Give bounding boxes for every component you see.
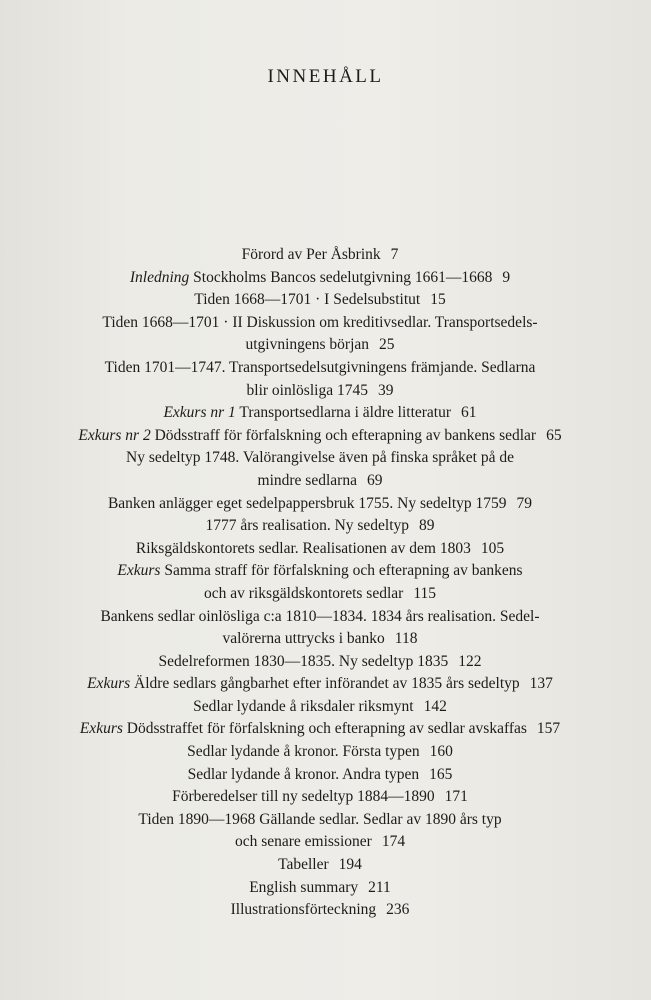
toc-entry-line: [40, 583, 600, 606]
toc-entry-text: Riksgäldskontorets sedlar. Realisationen av dem 1803: [135, 539, 471, 557]
toc-page-number: 157: [536, 720, 561, 738]
toc-entry: [40, 606, 600, 651]
toc-page-number: 174: [381, 833, 406, 851]
toc-entry-text: Förord av Per Åsbrink: [241, 246, 381, 263]
toc-entry-text: och senare emissioner: [234, 833, 372, 851]
toc-entry-line: [40, 244, 600, 267]
toc-page-number: 165: [429, 765, 453, 783]
toc-entry-text: Bankens sedlar oinlösliga c:a 1810—1834. 1834 års realisation. Sedel-: [100, 607, 540, 625]
toc-entry: [40, 402, 600, 425]
toc-entry-line: [40, 289, 600, 312]
toc-entry-line: [40, 673, 600, 696]
toc-entry: [40, 357, 600, 402]
toc-entry: [40, 809, 600, 854]
toc-entry-text: Dödsstraff för förfalskning och efterapning av bankens sedlar: [154, 426, 537, 444]
toc-entry-label: Exkurs: [87, 675, 131, 693]
toc-entry-label: Exkurs: [117, 562, 161, 580]
toc-page-number: 7: [390, 246, 399, 263]
page-title: INNEHÅLL: [267, 66, 384, 87]
toc-entry-text: Tiden 1701—1747. Transportsedelsutgivningens främjande. Sedlarna: [104, 358, 536, 376]
toc-entry: [40, 651, 600, 674]
toc-entry-line: [40, 447, 600, 470]
toc-page-number: 142: [423, 697, 447, 715]
toc-entry: [40, 244, 600, 267]
toc-entry-text: valörerna uttrycks i banko: [222, 630, 385, 648]
toc-entry-text: Samma straff för förfalskning och efterapning av bankens: [164, 562, 523, 580]
toc-entry: [40, 493, 600, 516]
toc-entry-text: mindre sedlarna: [257, 471, 357, 489]
toc-entry-text: Banken anlägger eget sedelpappersbruk 1755. Ny sedeltyp 1759: [107, 494, 507, 512]
toc-entry-label: Exkurs: [79, 720, 123, 738]
toc-entry-text: Äldre sedlars gångbarhet efter införandet av 1835 års sedeltyp: [134, 675, 520, 693]
toc-entry: [40, 289, 600, 312]
toc-entry-label: Exkurs nr 2: [78, 426, 151, 444]
toc-entry-line: [40, 538, 600, 561]
toc-page-number: 171: [444, 788, 468, 806]
toc-entry: [40, 764, 600, 787]
toc-entry: [40, 312, 600, 357]
toc-entry: [40, 447, 600, 492]
toc-entry-line: [40, 425, 600, 448]
toc-entry-line: [40, 357, 600, 380]
toc-entry-line: [40, 786, 600, 809]
toc-page-number: 194: [338, 856, 362, 874]
toc-entry-line: [40, 651, 600, 674]
toc-entry-line: [40, 696, 600, 719]
toc-entry-line: [40, 628, 600, 651]
toc-page-number: 137: [529, 675, 553, 693]
toc-entry-text: Tiden 1890—1968 Gällande sedlar. Sedlar av 1890 års typ: [138, 810, 502, 828]
toc-entry: [40, 673, 600, 696]
toc-entry-line: [40, 560, 600, 583]
toc-page-number: 69: [366, 471, 383, 489]
toc-entry-text: Tiden 1668—1701 · II Diskussion om kreditivsedlar. Transportsedels-: [102, 313, 538, 331]
toc-page-number: 25: [379, 336, 395, 354]
toc-entry-label: Inledning: [129, 268, 190, 286]
toc-entry-text: utgivningens början: [245, 336, 370, 354]
toc-entry-text: Sedlar lydande å kronor. Första typen: [187, 743, 420, 761]
toc-entry-text: Sedlar lydande å riksdaler riksmynt: [193, 697, 414, 715]
toc-entry-text: 1777 års realisation. Ny sedeltyp: [205, 517, 410, 535]
toc-page-number: 9: [502, 268, 511, 286]
toc-page-number: 236: [386, 901, 410, 919]
toc-entry: [40, 267, 600, 290]
toc-entry: [40, 538, 600, 561]
toc-entry-text: English summary: [249, 878, 359, 896]
toc-entry-text: Sedelreformen 1830—1835. Ny sedeltyp 1835: [158, 652, 449, 670]
toc-entry-text: Tiden 1668—1701 · I Sedelsubstitut: [194, 291, 421, 309]
toc-page-number: 89: [419, 517, 435, 535]
toc-entry-text: Ny sedeltyp 1748. Valörangivelse även på finska språket på de: [126, 449, 514, 467]
toc-entry-text: Tabeller: [278, 856, 329, 874]
toc-page-number: 118: [394, 630, 418, 648]
toc-page-number: 79: [516, 494, 533, 512]
toc-entry-line: [40, 741, 600, 764]
toc-entry-line: [40, 606, 600, 629]
toc-page-number: 105: [480, 539, 505, 557]
toc-entry-line: [40, 854, 600, 877]
toc-page-number: 15: [430, 291, 446, 309]
toc-page-number: 65: [546, 426, 562, 444]
toc-entry: [40, 741, 600, 764]
toc-entry-line: [40, 809, 600, 832]
table-of-contents: [40, 244, 600, 922]
toc-entry: [40, 696, 600, 719]
toc-entry: [40, 718, 600, 741]
toc-page-number: 115: [413, 584, 436, 602]
toc-entry-line: [40, 718, 600, 741]
toc-entry-text: Illustrationsförteckning: [230, 901, 377, 919]
toc-entry-line: [40, 877, 600, 900]
toc-entry: [40, 877, 600, 900]
toc-entry-line: [40, 402, 600, 425]
toc-entry-line: [40, 470, 600, 493]
toc-entry: [40, 560, 600, 605]
toc-entry-label: Exkurs nr 1: [163, 404, 236, 422]
toc-entry-line: [40, 899, 600, 922]
toc-entry-line: [40, 334, 600, 357]
toc-entry: [40, 899, 600, 922]
toc-page-number: 211: [368, 878, 391, 896]
toc-entry-line: [40, 267, 600, 290]
toc-page-number: 39: [377, 381, 394, 399]
toc-entry-line: [40, 312, 600, 335]
toc-entry-text: Sedlar lydande å kronor. Andra typen: [187, 765, 420, 783]
toc-entry-text: och av riksgäldskontorets sedlar: [204, 584, 404, 602]
toc-entry-text: Förberedelser till ny sedeltyp 1884—1890: [172, 788, 435, 806]
toc-entry-text: Transportsedlarna i äldre litteratur: [239, 404, 452, 422]
toc-entry-line: [40, 831, 600, 854]
toc-page-number: 122: [458, 652, 482, 670]
toc-page-number: 61: [461, 404, 477, 422]
toc-entry-line: [40, 493, 600, 516]
toc-page-number: 160: [429, 743, 453, 761]
toc-entry-text: Stockholms Bancos sedelutgivning 1661—1668: [193, 268, 493, 286]
toc-entry-text: Dödsstraffet för förfalskning och efterapning av sedlar avskaffas: [126, 720, 527, 738]
toc-entry: [40, 425, 600, 448]
toc-entry: [40, 515, 600, 538]
toc-entry-line: [40, 380, 600, 403]
toc-entry-line: [40, 764, 600, 787]
toc-entry: [40, 786, 600, 809]
toc-entry-text: blir oinlösliga 1745: [246, 381, 368, 399]
toc-entry-line: [40, 515, 600, 538]
toc-entry: [40, 854, 600, 877]
